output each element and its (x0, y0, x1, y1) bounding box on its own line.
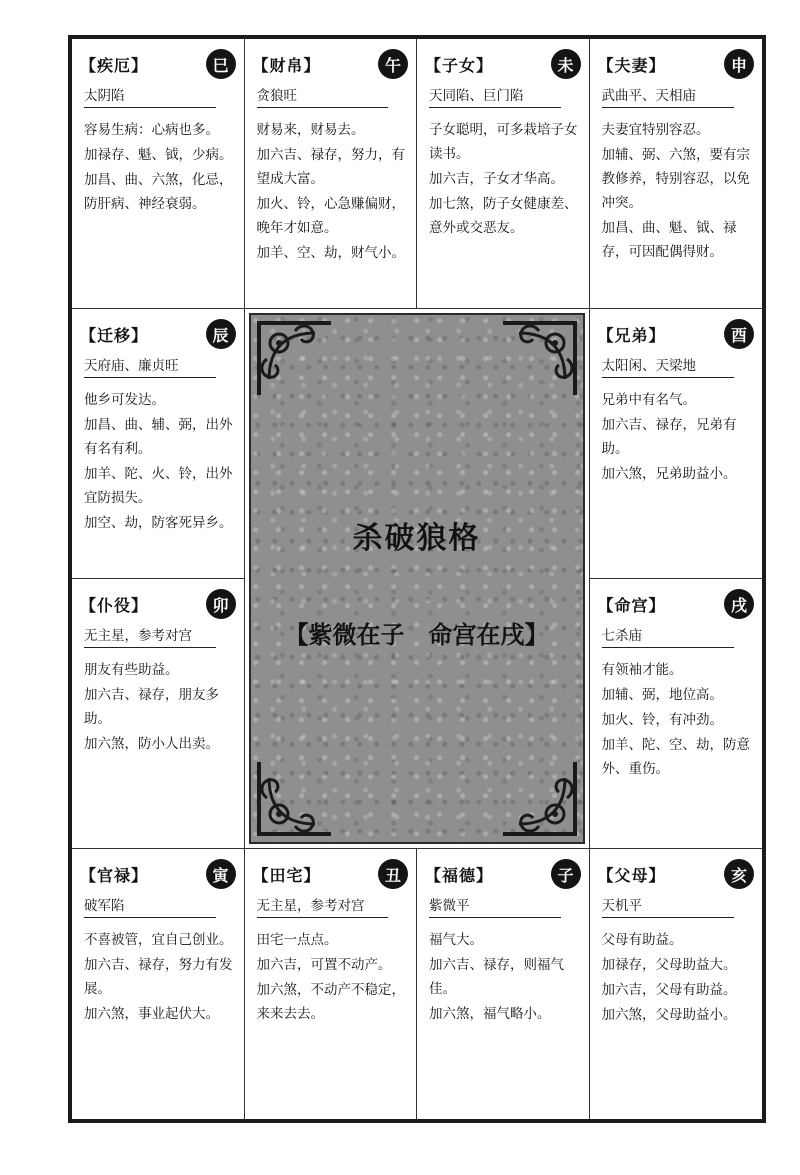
desc-line: 他乡可发达。 (84, 392, 165, 408)
description (84, 928, 234, 1026)
branch-badge: 寅 (206, 859, 236, 889)
scroll-ornament-icon (255, 319, 335, 399)
description (602, 658, 753, 781)
palace-name: 【仆役】 (80, 596, 149, 615)
stars-line: 天府庙、廉贞旺 (84, 354, 216, 378)
branch-badge: 卯 (206, 589, 236, 619)
stars-line: 七杀庙 (602, 624, 734, 648)
desc-line: 子女聪明，可多栽培子女读书。 (429, 122, 578, 162)
stars-line: 武曲平、天相庙 (602, 84, 734, 108)
desc-line: 加六吉、禄存，则福气佳。 (429, 957, 564, 997)
chart-subtitle: 【紫微在子 命宫在戌】 (284, 620, 549, 649)
cell-si (72, 39, 245, 309)
desc-line: 不喜被管，宜自己创业。 (84, 932, 233, 948)
chart-frame (68, 35, 766, 1123)
stars-line: 天机平 (602, 894, 734, 918)
desc-line: 加昌、曲、辅、弼，出外有名有利。 (84, 417, 233, 457)
desc-line: 加火、铃，心急赚偏财，晚年才如意。 (256, 196, 405, 236)
desc-line: 加辅、弼，地位高。 (601, 687, 723, 703)
branch-badge: 辰 (206, 319, 236, 349)
desc-line: 加辅、弼、六煞，要有宗教修养，特别容忍，以免冲突。 (601, 147, 750, 211)
branch-badge: 巳 (206, 49, 236, 79)
desc-line: 有领袖才能。 (601, 662, 683, 678)
palace-name: 【子女】 (425, 56, 494, 75)
scroll-ornament-icon (499, 758, 579, 838)
cell-chen (72, 309, 245, 579)
cell-hai (590, 849, 763, 1119)
palace-name: 【命宫】 (597, 596, 666, 615)
cell-xu (590, 579, 763, 849)
branch-badge: 亥 (724, 859, 754, 889)
description (602, 118, 753, 264)
desc-line: 加六煞，不动产不稳定，来来去去。 (256, 982, 405, 1022)
cell-wei (417, 39, 590, 309)
stars-line: 太阴陷 (84, 84, 216, 108)
chart-title: 杀破狼格 (352, 521, 481, 556)
desc-line: 加六吉，可置不动产。 (256, 957, 392, 973)
stars-line: 无主星，参考对宫 (84, 624, 216, 648)
desc-line: 容易生病：心病也多。 (84, 122, 219, 138)
scroll-ornament-icon (499, 319, 579, 399)
desc-line: 加昌、曲、六煞，化忌，防肝病、神经衰弱。 (84, 172, 233, 212)
branch-badge: 申 (724, 49, 754, 79)
cell-chou (245, 849, 418, 1119)
palace-grid (72, 39, 762, 1119)
desc-line: 加六吉，父母有助益。 (601, 982, 737, 998)
desc-line: 父母有助益。 (601, 932, 683, 948)
description (429, 118, 579, 240)
cell-shen (590, 39, 763, 309)
desc-line: 加七煞，防子女健康差、意外或交恶友。 (429, 196, 578, 236)
description (84, 658, 234, 756)
cell-wu (245, 39, 418, 309)
desc-line: 加六煞，兄弟助益小。 (601, 466, 737, 482)
desc-line: 加六吉，子女才华高。 (429, 171, 564, 187)
stars-line: 无主星，参考对宫 (257, 894, 389, 918)
desc-line: 加六煞，事业起伏大。 (84, 1006, 219, 1022)
desc-line: 加羊、陀、空、劫，防意外、重伤。 (601, 737, 750, 777)
desc-line: 兄弟中有名气。 (601, 392, 696, 408)
desc-line: 加羊、陀、火、铃，出外宜防损失。 (84, 466, 233, 506)
desc-line: 朋友有些助益。 (84, 662, 179, 678)
description (257, 928, 407, 1026)
description (84, 388, 234, 535)
desc-line: 加六吉、禄存，朋友多助。 (84, 687, 219, 727)
desc-line: 加六煞，防小人出卖。 (84, 736, 219, 752)
palace-name: 【疾厄】 (80, 56, 149, 75)
branch-badge: 午 (378, 49, 408, 79)
center-panel (245, 309, 590, 849)
description (429, 928, 579, 1026)
stars-line: 贪狼旺 (257, 84, 389, 108)
desc-line: 加昌、曲、魁、钺、禄存，可因配偶得财。 (601, 220, 737, 260)
desc-line: 田宅一点点。 (256, 932, 338, 948)
desc-line: 加禄存，父母助益大。 (601, 957, 737, 973)
stars-line: 破军陷 (84, 894, 216, 918)
stars-line: 太阳闲、天梁地 (602, 354, 734, 378)
description (602, 388, 753, 486)
description (84, 118, 234, 216)
palace-name: 【父母】 (597, 866, 666, 885)
palace-name: 【兄弟】 (597, 326, 666, 345)
decorative-panel (249, 313, 585, 844)
desc-line: 加六吉、禄存，兄弟有助。 (601, 417, 737, 457)
desc-line: 加禄存、魁、钺，少病。 (84, 147, 233, 163)
description (257, 118, 407, 265)
cell-yin (72, 849, 245, 1119)
palace-name: 【财帛】 (252, 56, 321, 75)
palace-name: 【官禄】 (80, 866, 149, 885)
palace-name: 【迁移】 (80, 326, 149, 345)
stars-line: 紫微平 (429, 894, 561, 918)
stars-line: 天同陷、巨门陷 (429, 84, 561, 108)
desc-line: 加六煞，父母助益小。 (601, 1007, 737, 1023)
desc-line: 加六吉、禄存，努力有发展。 (84, 957, 233, 997)
scroll-ornament-icon (255, 758, 335, 838)
desc-line: 加六煞，福气略小。 (429, 1006, 551, 1022)
branch-badge: 戌 (724, 589, 754, 619)
palace-name: 【福德】 (425, 866, 494, 885)
palace-name: 【夫妻】 (597, 56, 666, 75)
desc-line: 福气大。 (429, 932, 483, 948)
description (602, 928, 753, 1027)
desc-line: 加六吉、禄存，努力，有望成大富。 (256, 147, 405, 187)
desc-line: 加空、劫，防客死异乡。 (84, 515, 233, 531)
cell-mao (72, 579, 245, 849)
branch-badge: 丑 (378, 859, 408, 889)
palace-name: 【田宅】 (252, 866, 321, 885)
branch-badge: 子 (551, 859, 581, 889)
cell-zi (417, 849, 590, 1119)
cell-you (590, 309, 763, 579)
branch-badge: 未 (551, 49, 581, 79)
desc-line: 夫妻宜特别容忍。 (601, 122, 710, 138)
desc-line: 财易来，财易去。 (256, 122, 365, 138)
desc-line: 加羊、空、劫，财气小。 (256, 245, 405, 261)
desc-line: 加火、铃，有冲劲。 (601, 712, 723, 728)
branch-badge: 酉 (724, 319, 754, 349)
